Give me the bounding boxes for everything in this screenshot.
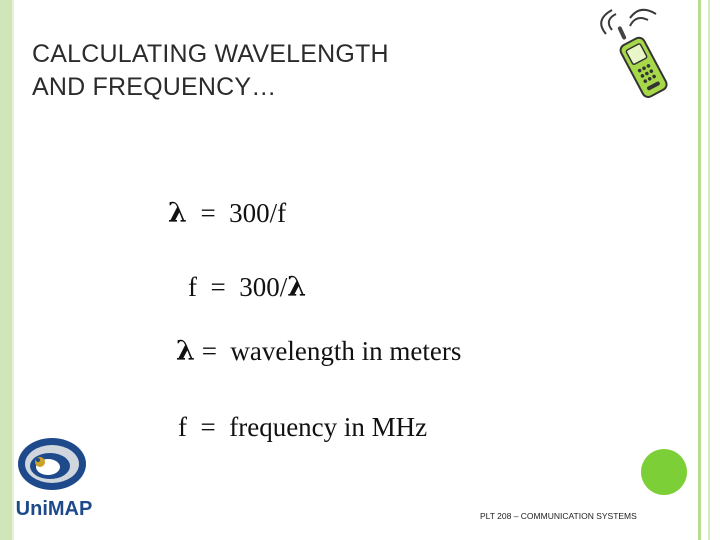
equals-sign: =: [201, 336, 217, 366]
frequency-symbol: f: [178, 412, 187, 442]
logo-text: UniMAP: [15, 498, 93, 520]
footer-text: PLT 208 – COMMUNICATION SYSTEMS: [480, 511, 637, 521]
left-border-decoration: [0, 0, 12, 540]
slide-title: [32, 38, 552, 104]
decorative-dot: [641, 449, 687, 495]
definition-frequency: [178, 412, 427, 443]
title-line-2: AND FREQUENCY…: [32, 73, 277, 101]
equation-rhs-prefix: 300/: [239, 272, 288, 302]
equation-frequency: [188, 272, 306, 303]
equals-sign: =: [200, 412, 216, 442]
definition-text: wavelength in meters: [230, 336, 462, 366]
lambda-symbol: λ: [176, 336, 195, 367]
border-line: [698, 0, 701, 540]
unimap-logo: [14, 436, 94, 526]
equals-sign: =: [210, 272, 226, 302]
definition-text: frequency in MHz: [229, 412, 428, 442]
equation-wavelength: [168, 198, 286, 229]
equation-rhs: 300/f: [229, 198, 287, 228]
frequency-symbol: f: [188, 272, 197, 302]
title-line-1: CALCULATING WAVELENGTH: [32, 40, 389, 68]
definition-wavelength: [176, 336, 461, 367]
mobile-phone-icon: [590, 8, 686, 104]
equals-sign: =: [200, 198, 216, 228]
lambda-symbol: λ: [168, 198, 187, 229]
right-border-decoration: [694, 0, 720, 540]
border-line: [708, 0, 710, 540]
lambda-symbol: λ: [287, 272, 307, 303]
